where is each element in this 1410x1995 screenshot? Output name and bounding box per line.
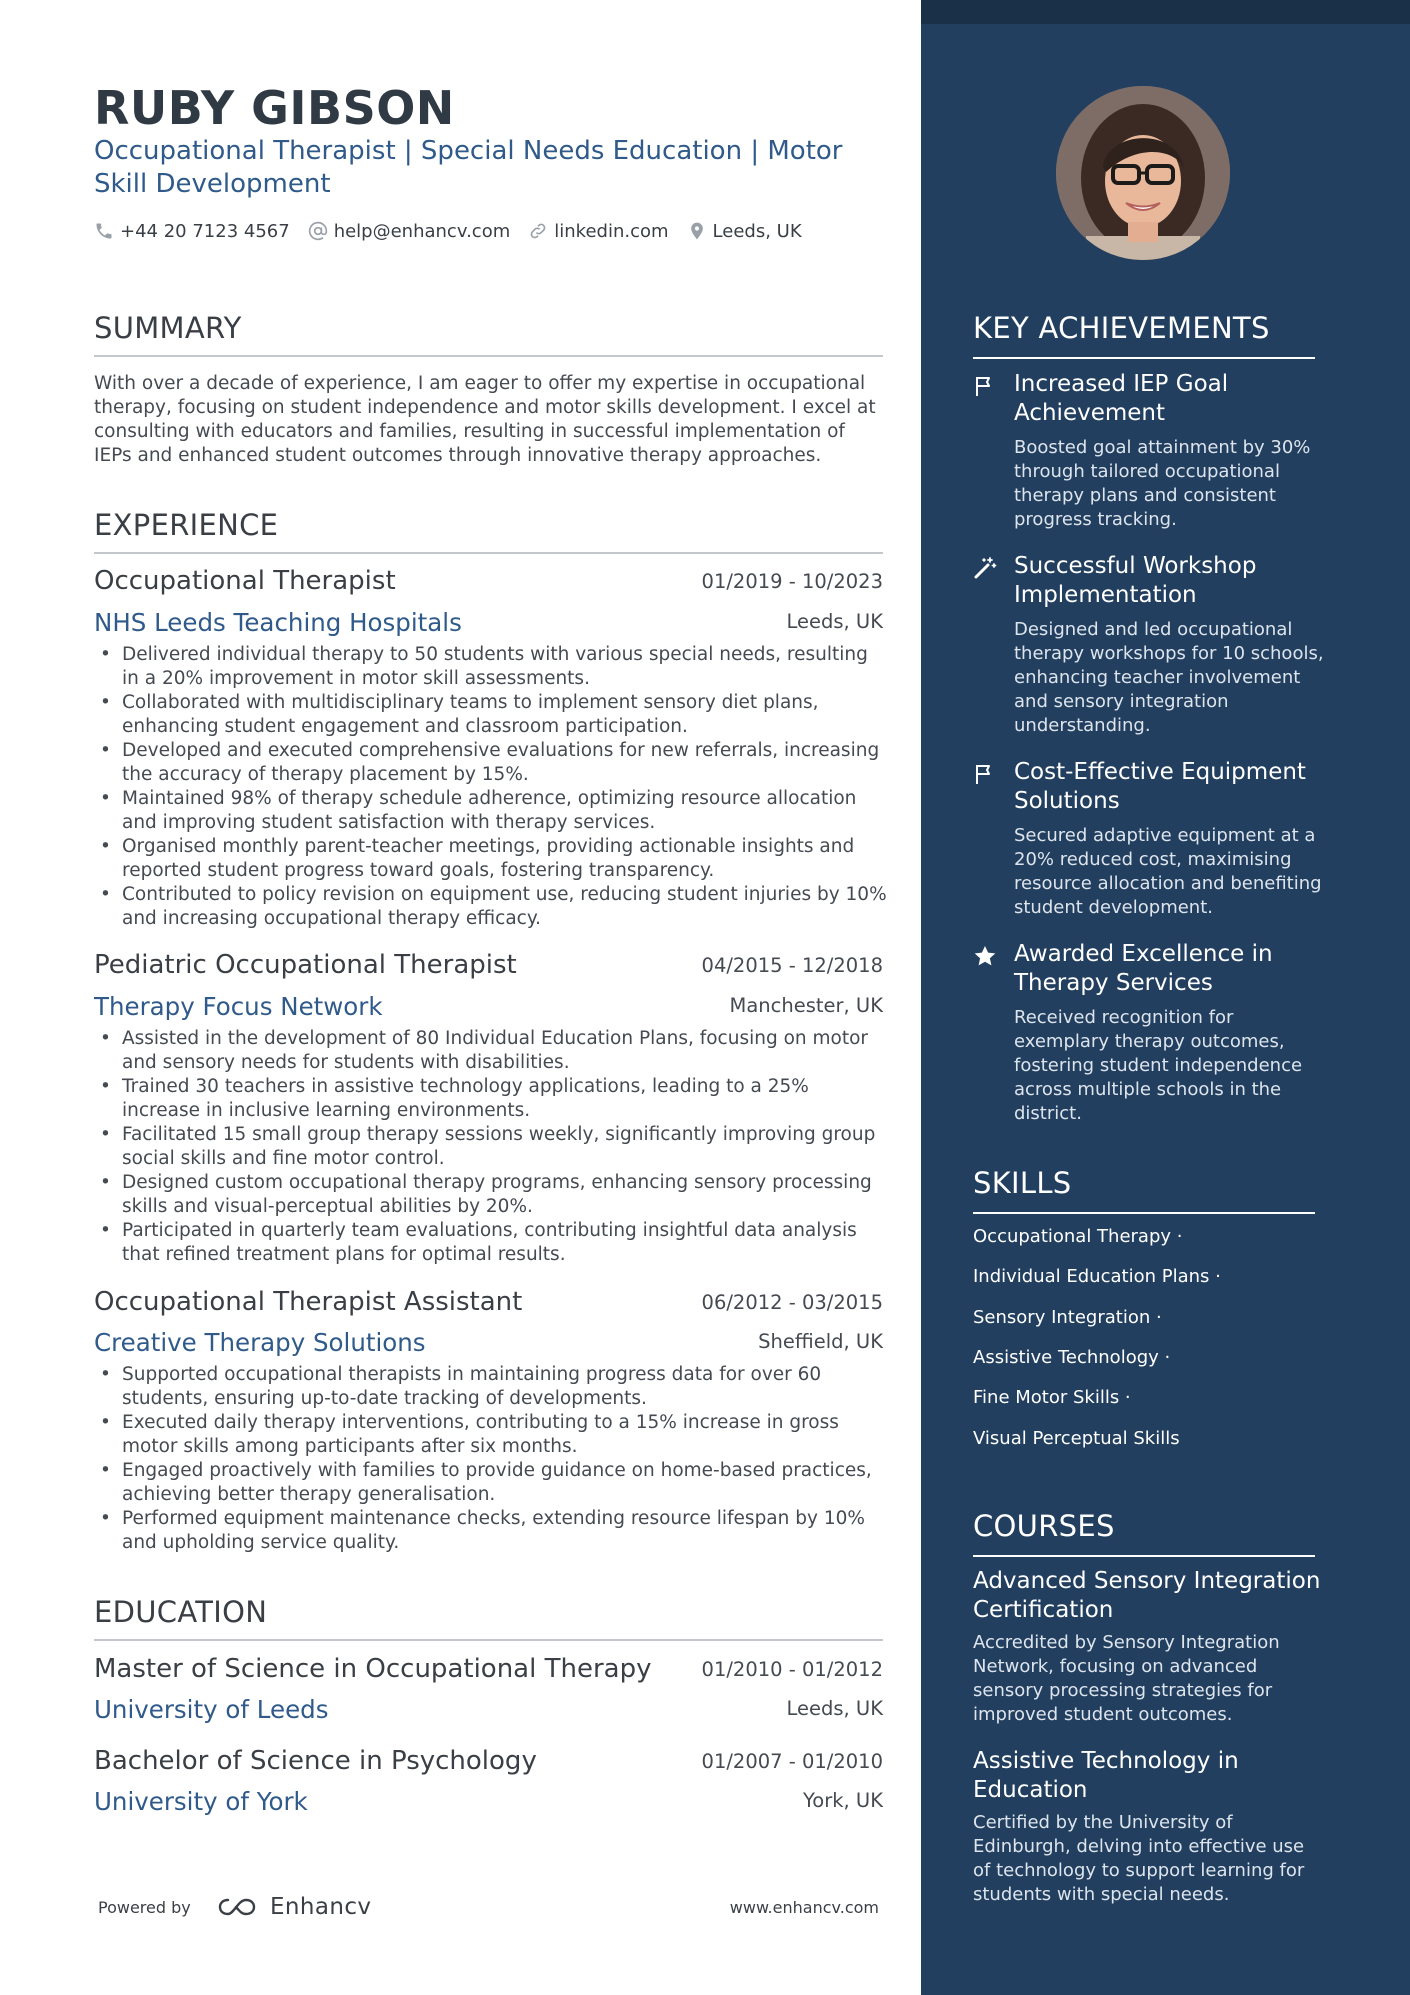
- summary-text: With over a decade of experience, I am eager to offer my expertise in occupational therapy, focusing on student independence and motor skills development. I excel at consulting with educators and families, resulting in successful implementation of IEPs and enhanced student outcomes through innovative therapy approaches.: [94, 373, 876, 466]
- course-title: Advanced Sensory Integration Certification: [973, 1568, 1321, 1623]
- list-item: • Contributed to policy revision on equipment use, reducing student injuries by 10% and increasing occupational therapy efficacy.: [94, 883, 889, 931]
- list-item: • Organised monthly parent-teacher meetings, providing actionable insights and reported student progress toward goals, fostering transparency.: [94, 835, 889, 883]
- sidebar: [921, 0, 1410, 1995]
- skill-item: Occupational Therapy ·: [973, 1226, 1183, 1247]
- location-pin-icon: [687, 221, 707, 241]
- job-company: NHS Leeds Teaching Hospitals: [94, 608, 462, 637]
- achievement-desc: Received recognition for exemplary therapy outcomes, fostering student independence across multiple schools in the district.: [1014, 1007, 1303, 1124]
- skill-item: Assistive Technology ·: [973, 1347, 1171, 1368]
- list-item: • Facilitated 15 small group therapy sessions weekly, significantly improving group social skills and fine motor control.: [94, 1123, 889, 1171]
- achievements-heading: KEY ACHIEVEMENTS: [973, 311, 1315, 359]
- list-item: • Developed and executed comprehensive evaluations for new referrals, increasing the accuracy of therapy placement by 15%.: [94, 739, 889, 787]
- achievement-title: Cost-Effective Equipment Solutions: [1014, 759, 1306, 814]
- skill-item: Individual Education Plans ·: [973, 1266, 1221, 1287]
- avatar-portrait: [1056, 86, 1230, 260]
- list-item: • Trained 30 teachers in assistive technology applications, leading to a 25% increase in inclusive learning environments.: [94, 1075, 889, 1123]
- job-bullets: [94, 1027, 889, 1267]
- enhancv-logo[interactable]: [216, 1894, 371, 1920]
- job-bullets: [94, 1363, 889, 1555]
- contact-phone[interactable]: [94, 221, 290, 242]
- phone-icon: [94, 221, 114, 241]
- achievement-desc: Designed and led occupational therapy workshops for 10 schools, enhancing teacher involvement and sensory integration understanding.: [1014, 619, 1324, 736]
- job-title: Occupational Therapist Assistant: [94, 1287, 523, 1317]
- job-location: Sheffield, UK: [758, 1330, 883, 1353]
- skill-item: Sensory Integration ·: [973, 1307, 1162, 1328]
- experience-heading: EXPERIENCE: [94, 508, 883, 554]
- achievement-item: [973, 758, 1333, 920]
- list-item: • Supported occupational therapists in maintaining progress data for over 60 students, ensuring up-to-date tracking of developments.: [94, 1363, 889, 1411]
- achievement-item: [973, 940, 1333, 1126]
- job-location: Leeds, UK: [786, 610, 883, 633]
- skill-item: Visual Perceptual Skills: [973, 1428, 1180, 1449]
- email-text: help@enhancv.com: [333, 220, 511, 242]
- school-location: York, UK: [802, 1789, 883, 1812]
- at-icon: [308, 221, 328, 241]
- contact-bar: [94, 218, 820, 244]
- list-item: • Collaborated with multidisciplinary teams to implement sensory diet plans, enhancing student engagement and classroom participation.: [94, 691, 889, 739]
- contact-email[interactable]: [308, 221, 511, 242]
- course-desc: Accredited by Sensory Integration Network, focusing on advanced sensory processing strategies for improved student outcomes.: [973, 1632, 1280, 1725]
- achievement-item: [973, 370, 1333, 532]
- achievement-item: [973, 552, 1333, 738]
- achievement-title: Awarded Excellence in Therapy Services: [1014, 941, 1273, 996]
- contact-location: [687, 221, 802, 242]
- list-item: • Performed equipment maintenance checks, extending resource lifespan by 10% and upholding service quality.: [94, 1507, 889, 1555]
- course-desc: Certified by the University of Edinburgh, delving into effective use of technology to support learning for students with special needs.: [973, 1812, 1305, 1905]
- course-item: [973, 1567, 1323, 1727]
- school-name: University of Leeds: [94, 1695, 329, 1724]
- flag-icon: [973, 374, 997, 398]
- course-item: [973, 1747, 1323, 1907]
- link-icon: [528, 221, 548, 241]
- list-item: • Delivered individual therapy to 50 students with various special needs, resulting in a 20% improvement in motor skill assessments.: [94, 643, 889, 691]
- school-location: Leeds, UK: [786, 1697, 883, 1720]
- summary-heading: SUMMARY: [94, 311, 883, 357]
- list-item: • Executed daily therapy interventions, contributing to a 15% increase in gross motor skills among participants after six months.: [94, 1411, 889, 1459]
- flag-icon: [973, 762, 997, 786]
- degree-dates: 01/2007 - 01/2010: [701, 1750, 883, 1773]
- sidebar-top-band: [921, 0, 1410, 24]
- job-title: Pediatric Occupational Therapist: [94, 950, 517, 980]
- list-item: • Assisted in the development of 80 Individual Education Plans, focusing on motor and sensory needs for students with disabilities.: [94, 1027, 889, 1075]
- achievement-desc: Secured adaptive equipment at a 20% reduced cost, maximising resource allocation and benefiting student development.: [1014, 825, 1322, 918]
- school-name: University of York: [94, 1787, 308, 1816]
- job-company: Creative Therapy Solutions: [94, 1328, 426, 1357]
- achievement-title: Successful Workshop Implementation: [1014, 553, 1257, 608]
- degree-title: Master of Science in Occupational Therapy: [94, 1654, 652, 1684]
- job-bullets: [94, 643, 889, 931]
- course-title: Assistive Technology in Education: [973, 1748, 1239, 1803]
- courses-heading: COURSES: [973, 1509, 1315, 1557]
- list-item: • Participated in quarterly team evaluations, contributing insightful data analysis that refined treatment plans for optimal results.: [94, 1219, 889, 1267]
- list-item: • Maintained 98% of therapy schedule adherence, optimizing resource allocation and improving student satisfaction with therapy services.: [94, 787, 889, 835]
- job-dates: 01/2019 - 10/2023: [701, 570, 883, 593]
- skill-item: Fine Motor Skills ·: [973, 1387, 1131, 1408]
- job-company: Therapy Focus Network: [94, 992, 383, 1021]
- job-location: Manchester, UK: [729, 994, 883, 1017]
- avatar: [1056, 86, 1230, 260]
- job-dates: 06/2012 - 03/2015: [701, 1291, 883, 1314]
- skills-heading: SKILLS: [973, 1166, 1315, 1214]
- education-heading: EDUCATION: [94, 1595, 883, 1641]
- list-item: • Designed custom occupational therapy programs, enhancing sensory processing skills and visual-perceptual abilities by 20%.: [94, 1171, 889, 1219]
- job-dates: 04/2015 - 12/2018: [701, 954, 883, 977]
- star-icon: [973, 944, 997, 968]
- degree-title: Bachelor of Science in Psychology: [94, 1746, 537, 1776]
- magic-wand-icon: [973, 556, 997, 580]
- phone-text: +44 20 7123 4567: [120, 220, 290, 242]
- achievement-desc: Boosted goal attainment by 30% through tailored occupational therapy plans and consistent progress tracking.: [1014, 437, 1311, 530]
- headline: Occupational Therapist | Special Needs Education | Motor Skill Development: [94, 136, 843, 199]
- powered-by-label: Powered by: [98, 1898, 191, 1917]
- linkedin-text: linkedin.com: [554, 220, 669, 242]
- degree-dates: 01/2010 - 01/2012: [701, 1658, 883, 1681]
- location-text: Leeds, UK: [712, 220, 802, 242]
- candidate-name: RUBY GIBSON: [94, 81, 455, 135]
- contact-linkedin[interactable]: [528, 221, 668, 242]
- infinity-logo-icon: [216, 1894, 264, 1920]
- job-title: Occupational Therapist: [94, 566, 396, 596]
- achievement-title: Increased IEP Goal Achievement: [1014, 371, 1229, 426]
- brand-name: Enhancv: [270, 1894, 372, 1920]
- footer-url[interactable]: www.enhancv.com: [729, 1898, 879, 1917]
- list-item: • Engaged proactively with families to provide guidance on home-based practices, achieving better therapy generalisation.: [94, 1459, 889, 1507]
